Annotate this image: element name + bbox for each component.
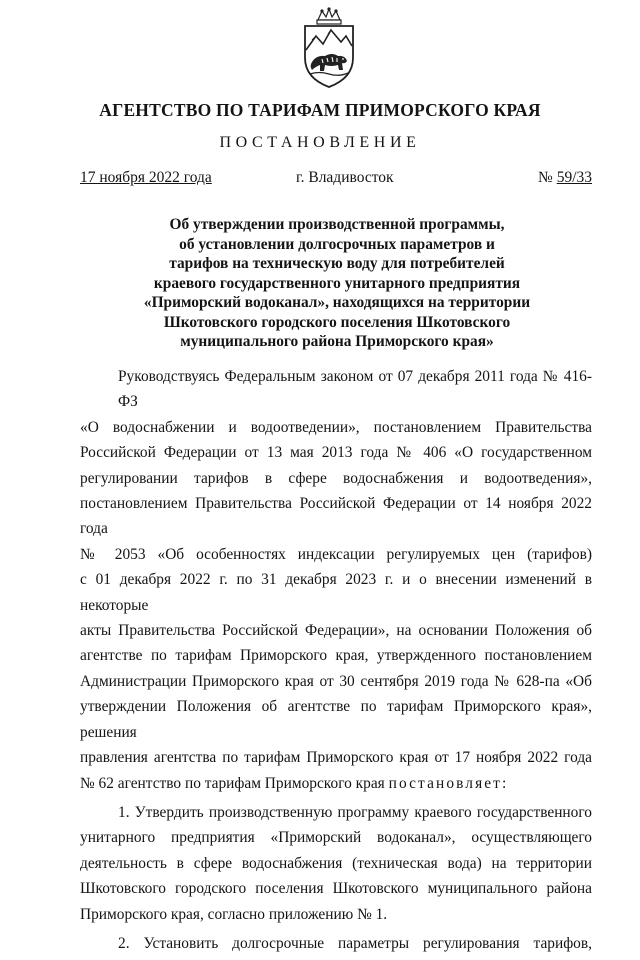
decree-verb: постановляет: xyxy=(388,774,509,792)
document-number xyxy=(538,169,592,187)
body-line: Российской Федерации от 13 мая 2013 года № 406 «О государственном xyxy=(80,444,592,462)
body-line: агентстве по тарифам Приморского края, утвержденного постановлением xyxy=(80,647,592,665)
document-type: ПОСТАНОВЛЕНИЕ xyxy=(219,134,421,151)
body-line: Шкотовского городского поселения Шкотовского муниципального района xyxy=(80,880,592,898)
item-1-paragraph xyxy=(80,800,592,927)
body-line: с 01 декабря 2022 г. по 31 декабря 2023 г. и о внесении изменений в некоторые xyxy=(80,571,592,614)
body-line: Администрации Приморского края от 30 сентября 2019 года № 628-па «Об xyxy=(80,672,592,690)
subject-line: об установлении долгосрочных параметров и xyxy=(179,235,495,253)
document-meta xyxy=(80,169,592,189)
preamble-paragraph xyxy=(80,364,592,796)
body-line: 2. Установить долгосрочные параметры регулирования тарифов, xyxy=(118,934,592,952)
document-body xyxy=(80,364,592,960)
body-line: унитарного предприятия «Приморский водоканал», осуществляющего xyxy=(80,829,592,847)
subject-line: краевого государственного унитарного предприятия xyxy=(153,274,521,292)
body-line-last xyxy=(80,771,592,796)
subject-line: Об утверждении производственной программы, xyxy=(169,216,505,233)
body-line: Руководствуясь Федеральным законом от 07 декабря 2011 года № 416-ФЗ xyxy=(118,368,592,411)
number-value: 59/33 xyxy=(556,169,592,186)
document-subject xyxy=(120,215,554,352)
body-line: акты Правительства Российской Федерации», на основании Положения об xyxy=(80,622,592,640)
body-line-last: Приморского края, согласно приложению № 1. xyxy=(80,905,388,923)
body-line: утверждении Положения об агентстве по тарифам Приморского края», решения xyxy=(80,698,592,741)
primorsky-coat-of-arms-icon xyxy=(298,6,360,90)
number-prefix: № xyxy=(538,169,557,186)
subject-line: «Приморский водоканал», находящихся на территории xyxy=(143,294,531,311)
subject-line: муниципального района Приморского края» xyxy=(180,333,494,350)
body-line: постановлением Правительства Российской Федерации от 14 ноября 2022 года xyxy=(80,495,592,538)
agency-title: АГЕНТСТВО ПО ТАРИФАМ ПРИМОРСКОГО КРАЯ xyxy=(99,100,541,120)
preamble-last-text: № 62 агентство по тарифам Приморского края xyxy=(80,774,389,792)
body-line: 1. Утвердить производственную программу краевого государственного xyxy=(118,803,592,821)
body-line: правления агентства по тарифам Приморского края от 17 ноября 2022 года xyxy=(80,749,592,767)
document-date: 17 ноября 2022 года xyxy=(80,169,212,186)
item-2-paragraph xyxy=(80,931,592,956)
document-city: г. Владивосток xyxy=(296,169,394,186)
body-line: «О водоснабжении и водоотведении», постановлением Правительства xyxy=(80,418,592,436)
subject-line: Шкотовского городского поселения Шкотовского xyxy=(163,313,511,331)
subject-line: тарифов на техническую воду для потребителей xyxy=(169,255,505,272)
body-line: № 2053 «Об особенностях индексации регулируемых цен (тарифов) xyxy=(80,545,592,563)
body-line: регулировании тарифов в сфере водоснабжения и водоотведения», xyxy=(80,469,592,487)
body-line: деятельность в сфере водоснабжения (техническая вода) на территории xyxy=(80,854,592,872)
